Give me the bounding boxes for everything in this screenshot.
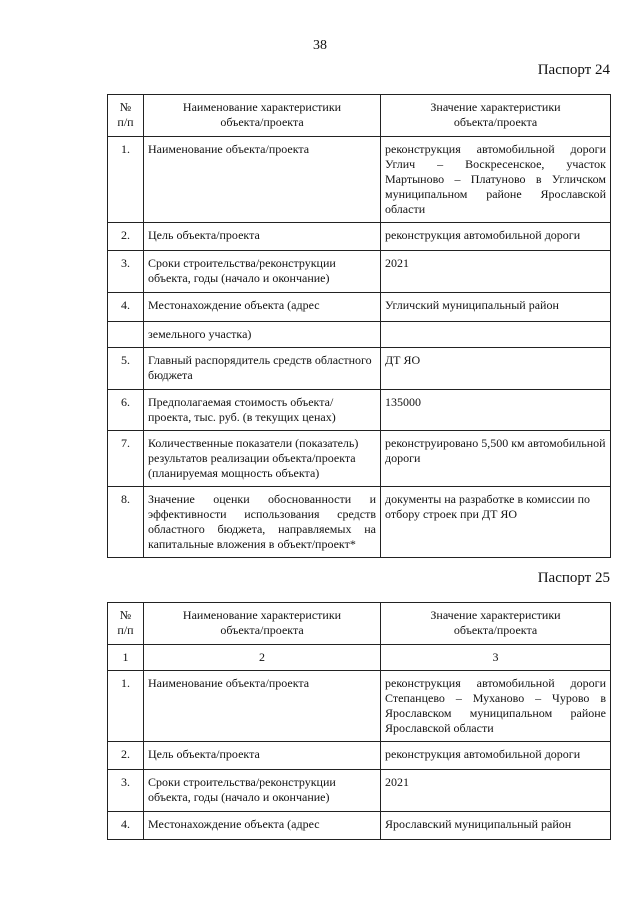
row-value: 2021 [381,770,611,812]
table-row [108,293,611,322]
row-num [108,322,144,348]
row-num: 4. [108,293,144,322]
row-name: Цель объекта/проекта [144,742,381,770]
column-number-row [108,645,611,671]
table-row [108,223,611,251]
row-value: реконструкция автомобильной дороги [381,742,611,770]
row-num: 2. [108,223,144,251]
passport-24-title: Паспорт 24 [537,62,610,78]
row-name: Значение оценки обоснованности и эффективности использования средств областного бюджета, направляемых на капитальные вложения в объект/проект* [144,487,381,558]
header-name: Наименование характеристики объекта/проекта [144,603,381,645]
column-number-1: 1 [108,645,144,671]
row-name: Наименование объекта/проекта [144,671,381,742]
row-num: 3. [108,770,144,812]
row-value: ДТ ЯО [381,348,611,390]
passport-25-table [107,602,611,840]
row-name: Местонахождение объекта (адрес [144,293,381,322]
header-num: № п/п [108,95,144,137]
table-row [108,251,611,293]
table-header-row [108,603,611,645]
row-num: 3. [108,251,144,293]
row-num: 5. [108,348,144,390]
table-row [108,812,611,840]
column-number-2: 2 [144,645,381,671]
row-value: Угличский муниципальный район [381,293,611,322]
row-value: реконструкция автомобильной дороги Степанцево – Муханово – Чурово в Ярославском муниципальном районе Ярославской области [381,671,611,742]
row-value: Ярославский муниципальный район [381,812,611,840]
header-value: Значение характеристики объекта/проекта [381,603,611,645]
page-number: 38 [313,38,327,53]
row-name: Цель объекта/проекта [144,223,381,251]
row-value: реконструировано 5,500 км автомобильной дороги [381,431,611,487]
row-value: 2021 [381,251,611,293]
row-name: Местонахождение объекта (адрес [144,812,381,840]
row-name: Количественные показатели (показатель) результатов реализации объекта/проекта (планируемая мощность объекта) [144,431,381,487]
row-value: реконструкция автомобильной дороги [381,223,611,251]
row-num: 2. [108,742,144,770]
column-number-3: 3 [381,645,611,671]
table-row [108,671,611,742]
row-value [381,322,611,348]
table-row [108,770,611,812]
row-value: реконструкция автомобильной дороги Углич – Воскресенское, участок Мартыново – Платуново в Угличском муниципальном районе Ярославской области [381,137,611,223]
row-value: документы на разработке в комиссии по отбору строек при ДТ ЯО [381,487,611,558]
table-row [108,137,611,223]
row-name: Сроки строительства/реконструкции объекта, годы (начало и окончание) [144,251,381,293]
row-num: 1. [108,137,144,223]
row-num: 4. [108,812,144,840]
header-num: № п/п [108,603,144,645]
row-name: земельного участка) [144,322,381,348]
table-row [108,431,611,487]
row-name: Сроки строительства/реконструкции объекта, годы (начало и окончание) [144,770,381,812]
table-row [108,390,611,431]
passport-25-title: Паспорт 25 [537,570,610,586]
table-row [108,348,611,390]
table-row [108,322,611,348]
header-value: Значение характеристики объекта/проекта [381,95,611,137]
row-value: 135000 [381,390,611,431]
header-name: Наименование характеристики объекта/проекта [144,95,381,137]
table-row [108,487,611,558]
row-name: Наименование объекта/проекта [144,137,381,223]
row-name: Главный распорядитель средств областного бюджета [144,348,381,390]
row-name: Предполагаемая стоимость объекта/проекта, тыс. руб. (в текущих ценах) [144,390,381,431]
row-num: 1. [108,671,144,742]
row-num: 8. [108,487,144,558]
table-header-row [108,95,611,137]
row-num: 7. [108,431,144,487]
table-row [108,742,611,770]
passport-24-table [107,94,611,558]
row-num: 6. [108,390,144,431]
